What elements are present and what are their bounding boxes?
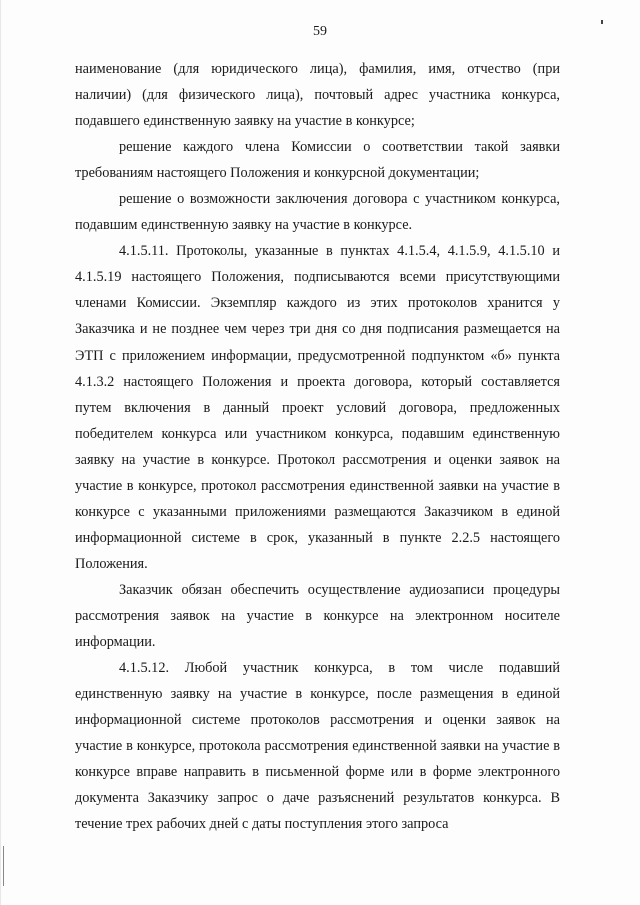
paragraph-commission-decision: решение каждого члена Комиссии о соответствии такой заявки требованиям настоящего Положения и конкурсной документации; xyxy=(75,139,560,182)
scan-speck xyxy=(3,846,4,886)
paragraph-4-1-5-12: 4.1.5.12. Любой участник конкурса, в том числе подавший единственную заявку на участие в конкурсе, после размещения в единой информационной системе протоколов рассмотрения и оценки заявок на участие в конкурсе, протокола рассмотрения единственной заявки на участие в конкурсе вправе направить в письменной форме или в форме электронного документа Заказчику запрос о даче разъяснений результатов конкурса. В течение трех рабочих дней с даты поступления этого запроса xyxy=(75,660,560,833)
scan-speck xyxy=(601,20,603,24)
scan-edge xyxy=(0,0,1,905)
paragraph-audio-recording: Заказчик обязан обеспечить осуществление аудиозаписи процедуры рассмотрения заявок на участие в конкурсе на электронном носителе информации. xyxy=(75,581,560,651)
document-body xyxy=(75,56,560,837)
page-number: 59 xyxy=(313,24,327,39)
paragraph-contract-decision: решение о возможности заключения договора с участником конкурса, подавшим единственную заявку на участие в конкурсе. xyxy=(75,191,560,234)
paragraph-participant-name: наименование (для юридического лица), фамилия, имя, отчество (при наличии) (для физического лица), почтовый адрес участника конкурса, подавшего единственную заявку на участие в конкурсе; xyxy=(75,61,560,130)
paragraph-4-1-5-11: 4.1.5.11. Протоколы, указанные в пунктах 4.1.5.4, 4.1.5.9, 4.1.5.10 и 4.1.5.19 настоящего Положения, подписываются всеми присутствующими членами Комиссии. Экземпляр каждого из этих протоколов хранится у Заказчика и не позднее чем через три дня со дня подписания размещается на ЭТП с приложением информации, предусмотренной подпунктом «б» пункта 4.1.3.2 настоящего Положения и проекта договора, который составляется путем включения в данный проект условий договора, предложенных победителем конкурса или участником конкурса, подавшим единственную заявку на участие в конкурсе. Протокол рассмотрения и оценки заявок на участие в конкурсе, протокол рассмотрения единственной заявки на участие в конкурсе с указанными приложениями размещаются Заказчиком в единой информационной системе в срок, указанный в пункте 2.2.5 настоящего Положения. xyxy=(75,243,560,572)
